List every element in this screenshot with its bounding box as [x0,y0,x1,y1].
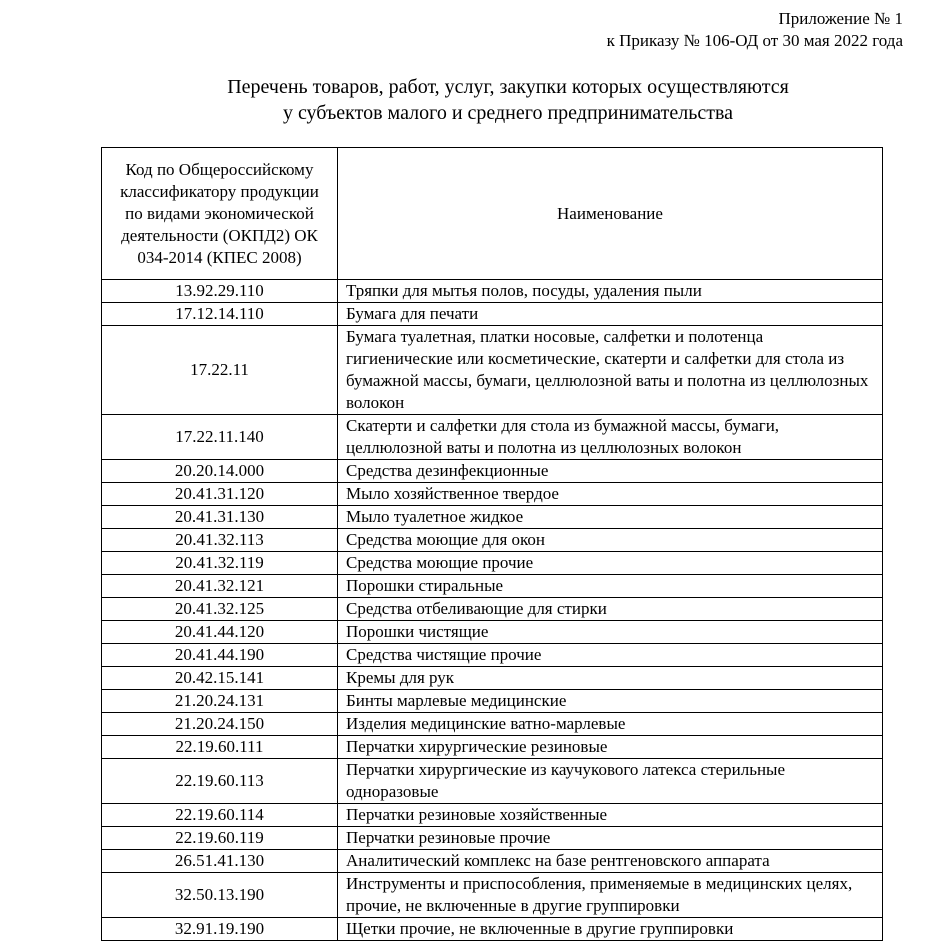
item-name-cell: Тряпки для мытья полов, посуды, удаления пыли [338,280,883,303]
okpd2-code-cell: 13.92.29.110 [102,280,338,303]
item-name-cell: Бумага для печати [338,303,883,326]
item-name-cell: Перчатки резиновые хозяйственные [338,804,883,827]
header-name: Наименование [338,148,883,280]
item-name-cell: Мыло хозяйственное твердое [338,483,883,506]
okpd2-code-cell: 21.20.24.150 [102,713,338,736]
item-name-cell: Средства чистящие прочие [338,644,883,667]
okpd2-code-cell: 32.91.19.190 [102,918,338,941]
table-row [102,873,883,918]
okpd2-code-cell: 20.41.32.125 [102,598,338,621]
okpd2-code-cell: 17.22.11 [102,326,338,415]
okpd2-code-cell: 22.19.60.111 [102,736,338,759]
table-row [102,850,883,873]
item-name-cell: Щетки прочие, не включенные в другие группировки [338,918,883,941]
item-name-cell: Аналитический комплекс на базе рентгеновского аппарата [338,850,883,873]
table-row [102,621,883,644]
table-row [102,690,883,713]
item-name-cell: Мыло туалетное жидкое [338,506,883,529]
item-name-cell: Порошки чистящие [338,621,883,644]
table-row [102,713,883,736]
table-row [102,644,883,667]
annex-reference [607,8,903,52]
item-name-cell: Средства моющие прочие [338,552,883,575]
okpd2-code-cell: 32.50.13.190 [102,873,338,918]
okpd2-code-cell: 20.41.31.130 [102,506,338,529]
table-row [102,326,883,415]
table-body [102,280,883,941]
header-code: Код по Общероссийскому классификатору продукции по видами экономической деятельности (ОКПД2) ОК 034-2014 (КПЕС 2008) [102,148,338,280]
title-line-1: Перечень товаров, работ, услуг, закупки которых осуществляются [227,76,789,98]
okpd2-code-cell: 20.41.32.121 [102,575,338,598]
okpd2-code-cell: 17.22.11.140 [102,415,338,460]
item-name-cell: Инструменты и приспособления, применяемые в медицинских целях, прочие, не включенные в другие группировки [338,873,883,918]
item-name-cell: Изделия медицинские ватно-марлевые [338,713,883,736]
table-row [102,736,883,759]
item-name-cell: Перчатки резиновые прочие [338,827,883,850]
okpd2-code-cell: 20.41.44.120 [102,621,338,644]
okpd2-code-cell: 20.20.14.000 [102,460,338,483]
okpd2-code-cell: 17.12.14.110 [102,303,338,326]
okpd2-code-cell: 22.19.60.113 [102,759,338,804]
okpd2-code-cell: 20.41.32.113 [102,529,338,552]
table-row [102,598,883,621]
okpd2-code-cell: 22.19.60.119 [102,827,338,850]
table-row [102,667,883,690]
table-row [102,827,883,850]
table-row [102,483,883,506]
order-reference: к Приказу № 106-ОД от 30 мая 2022 года [606,31,903,50]
goods-table [101,147,883,941]
table-row [102,303,883,326]
item-name-cell: Бумага туалетная, платки носовые, салфетки и полотенца гигиенические или косметические, скатерти и салфетки для стола из бумажной массы, бумаги, целлюлозной ваты и полотна из целлюлозных волокон [338,326,883,415]
table-row [102,280,883,303]
table-row [102,460,883,483]
okpd2-code-cell: 20.41.31.120 [102,483,338,506]
item-name-cell: Бинты марлевые медицинские [338,690,883,713]
okpd2-code-cell: 21.20.24.131 [102,690,338,713]
table-row [102,506,883,529]
table-row [102,529,883,552]
okpd2-code-cell: 20.42.15.141 [102,667,338,690]
table-header-row [102,148,883,280]
okpd2-code-cell: 20.41.32.119 [102,552,338,575]
okpd2-code-cell: 26.51.41.130 [102,850,338,873]
table-row [102,575,883,598]
table-row [102,552,883,575]
table-row [102,918,883,941]
item-name-cell: Скатерти и салфетки для стола из бумажной массы, бумаги, целлюлозной ваты и полотна из целлюлозных волокон [338,415,883,460]
title-line-2: у субъектов малого и среднего предпринимательства [282,102,734,124]
okpd2-code-cell: 20.41.44.190 [102,644,338,667]
okpd2-code-cell: 22.19.60.114 [102,804,338,827]
item-name-cell: Средства моющие для окон [338,529,883,552]
item-name-cell: Перчатки хирургические резиновые [338,736,883,759]
table-row [102,804,883,827]
item-name-cell: Средства отбеливающие для стирки [338,598,883,621]
table-row [102,759,883,804]
item-name-cell: Средства дезинфекционные [338,460,883,483]
annex-number: Приложение № 1 [778,9,903,28]
item-name-cell: Кремы для рук [338,667,883,690]
item-name-cell: Перчатки хирургические из каучукового латекса стерильные одноразовые [338,759,883,804]
document-title [0,74,947,126]
table-row [102,415,883,460]
item-name-cell: Порошки стиральные [338,575,883,598]
